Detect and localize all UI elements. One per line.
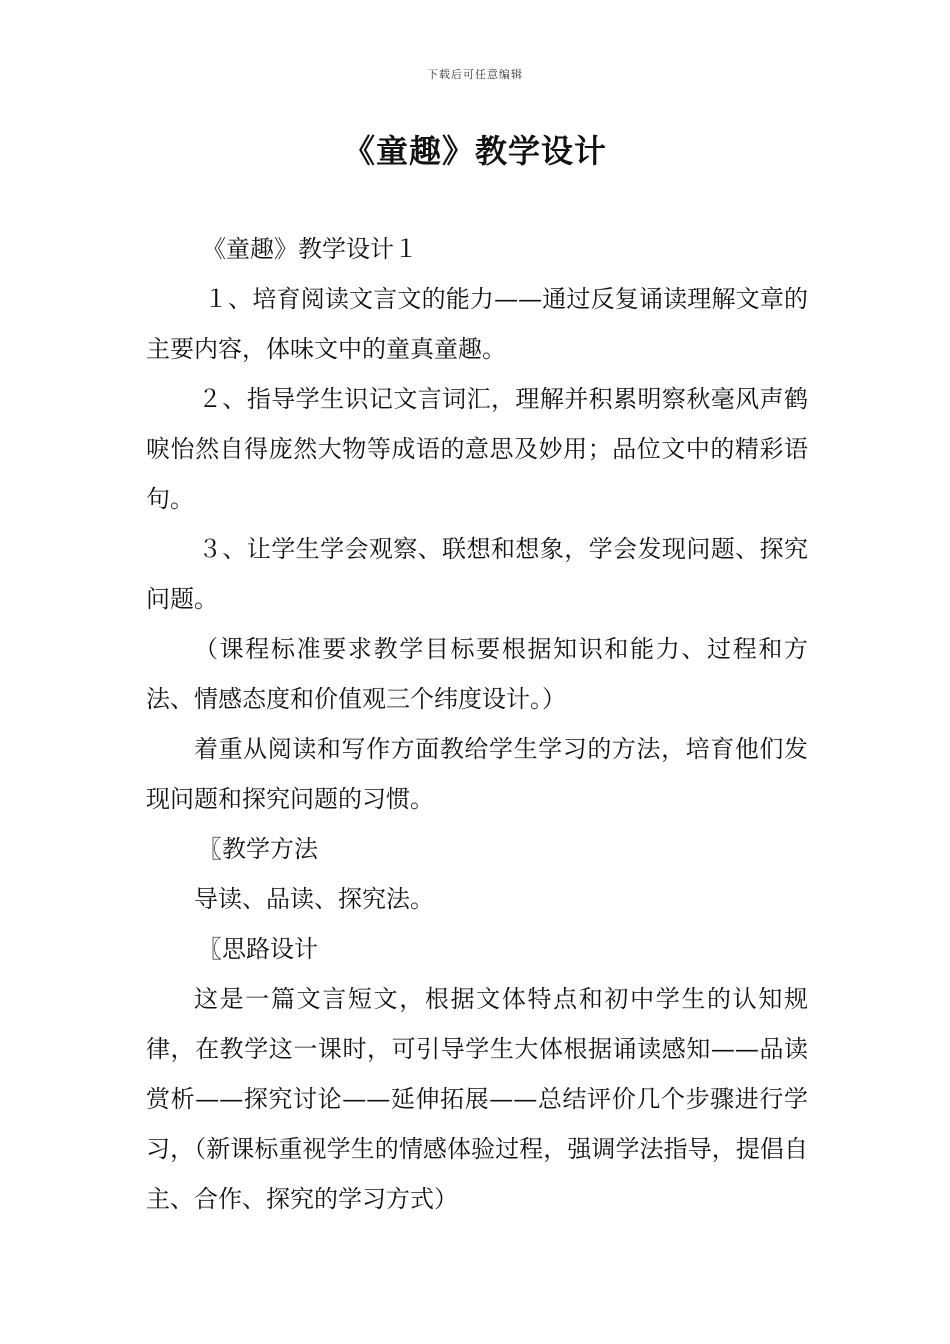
page-header-note: 下载后可任意编辑 (427, 68, 523, 81)
objective-paragraph-1: １、培育阅读文言文的能力——通过反复诵读理解文章的主要内容，体味文中的童真童趣。 (146, 285, 808, 363)
objective-paragraph-2: ２、指导学生识记文言词汇，理解并积累明察秋毫风声鹤唳怡然自得庞然大物等成语的意思及妙用；品位文中的精彩语句。 (146, 385, 808, 513)
design-idea-heading: 〖思路设计 (198, 935, 318, 963)
document-title: 《童趣》教学设计 (342, 132, 607, 170)
document-body (146, 224, 808, 1224)
objective-paragraph-3: ３、让学生学会观察、联想和想象，学会发现问题、探究问题。 (146, 535, 808, 613)
teaching-method-heading: 〖教学方法 (198, 835, 318, 863)
focus-paragraph: 着重从阅读和写作方面教给学生学习的方法，培育他们发现问题和探究问题的习惯。 (146, 735, 808, 813)
section-subtitle: 《童趣》教学设计１ (202, 235, 418, 263)
standards-note-paragraph: （课程标准要求教学目标要根据知识和能力、过程和方法、情感态度和价值观三个纬度设计。） (146, 635, 808, 713)
design-idea-text: 这是一篇文言短文，根据文体特点和初中学生的认知规律，在教学这一课时，可引导学生大体根据诵读感知——品读赏析——探究讨论——延伸拓展——总结评价几个步骤进行学习，（新课标重视学生的情感体验过程，强调学法指导，提倡自主、合作、探究的学习方式） (146, 985, 808, 1213)
teaching-method-text: 导读、品读、探究法。 (194, 885, 434, 913)
